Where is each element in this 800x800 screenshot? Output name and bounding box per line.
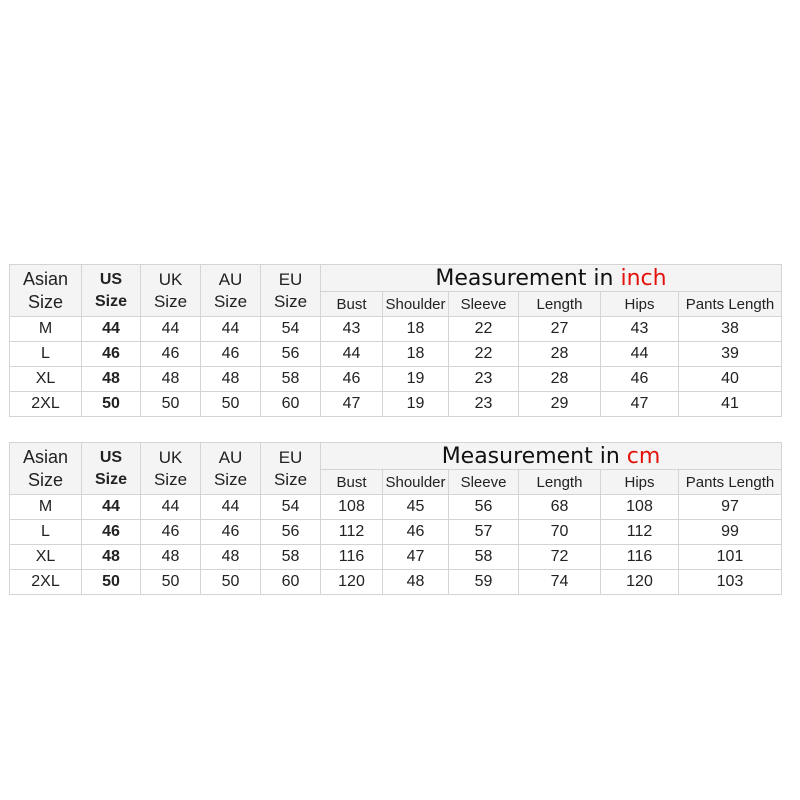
col-length: Length — [519, 292, 601, 317]
uk-size-cell: 48 — [141, 545, 201, 570]
header-eu-size: EU Size — [261, 443, 321, 495]
asian-size-cell: XL — [10, 367, 82, 392]
pants-length-cell: 39 — [679, 342, 782, 367]
eu-size-cell: 56 — [261, 520, 321, 545]
header-asian-size: Asian Size — [10, 443, 82, 495]
au-size-cell: 50 — [201, 392, 261, 417]
bust-cell: 112 — [321, 520, 383, 545]
col-bust: Bust — [321, 470, 383, 495]
sleeve-cell: 23 — [449, 367, 519, 392]
pants-length-cell: 103 — [679, 570, 782, 595]
shoulder-cell: 46 — [383, 520, 449, 545]
length-cell: 68 — [519, 495, 601, 520]
hips-cell: 116 — [601, 545, 679, 570]
col-length: Length — [519, 470, 601, 495]
header-au-size: AU Size — [201, 265, 261, 317]
length-cell: 29 — [519, 392, 601, 417]
col-sleeve: Sleeve — [449, 470, 519, 495]
pants-length-cell: 101 — [679, 545, 782, 570]
shoulder-cell: 47 — [383, 545, 449, 570]
col-pants-length: Pants Length — [679, 292, 782, 317]
shoulder-cell: 18 — [383, 342, 449, 367]
us-size-cell: 44 — [82, 317, 141, 342]
col-hips: Hips — [601, 470, 679, 495]
sleeve-cell: 56 — [449, 495, 519, 520]
shoulder-cell: 19 — [383, 392, 449, 417]
us-size-cell: 48 — [82, 545, 141, 570]
table-row — [10, 545, 782, 570]
asian-size-cell: 2XL — [10, 392, 82, 417]
eu-size-cell: 60 — [261, 392, 321, 417]
header-us-size: US Size — [82, 443, 141, 495]
header-au-size: AU Size — [201, 443, 261, 495]
bust-cell: 43 — [321, 317, 383, 342]
uk-size-cell: 44 — [141, 317, 201, 342]
pants-length-cell: 99 — [679, 520, 782, 545]
au-size-cell: 46 — [201, 342, 261, 367]
hips-cell: 120 — [601, 570, 679, 595]
hips-cell: 47 — [601, 392, 679, 417]
sleeve-cell: 22 — [449, 342, 519, 367]
unit-label: inch — [620, 265, 667, 291]
length-cell: 72 — [519, 545, 601, 570]
asian-size-cell: L — [10, 342, 82, 367]
asian-size-cell: M — [10, 317, 82, 342]
header-us-size: US Size — [82, 265, 141, 317]
bust-cell: 120 — [321, 570, 383, 595]
uk-size-cell: 46 — [141, 342, 201, 367]
measurement-title: Measurement in inch — [321, 265, 782, 292]
pants-length-cell: 97 — [679, 495, 782, 520]
sleeve-cell: 22 — [449, 317, 519, 342]
au-size-cell: 48 — [201, 367, 261, 392]
table-row — [10, 520, 782, 545]
hips-cell: 44 — [601, 342, 679, 367]
au-size-cell: 50 — [201, 570, 261, 595]
eu-size-cell: 58 — [261, 367, 321, 392]
eu-size-cell: 60 — [261, 570, 321, 595]
header-eu-size: EU Size — [261, 265, 321, 317]
shoulder-cell: 19 — [383, 367, 449, 392]
length-cell: 28 — [519, 342, 601, 367]
header-asian-size: Asian Size — [10, 265, 82, 317]
sleeve-cell: 23 — [449, 392, 519, 417]
uk-size-cell: 48 — [141, 367, 201, 392]
header-uk-size: UK Size — [141, 265, 201, 317]
bust-cell: 46 — [321, 367, 383, 392]
eu-size-cell: 58 — [261, 545, 321, 570]
au-size-cell: 44 — [201, 317, 261, 342]
us-size-cell: 46 — [82, 342, 141, 367]
us-size-cell: 44 — [82, 495, 141, 520]
col-bust: Bust — [321, 292, 383, 317]
size-chart-cm — [9, 442, 782, 595]
us-size-cell: 48 — [82, 367, 141, 392]
table-row — [10, 317, 782, 342]
col-pants-length: Pants Length — [679, 470, 782, 495]
sleeve-cell: 59 — [449, 570, 519, 595]
length-cell: 70 — [519, 520, 601, 545]
bust-cell: 44 — [321, 342, 383, 367]
col-hips: Hips — [601, 292, 679, 317]
pants-length-cell: 41 — [679, 392, 782, 417]
length-cell: 28 — [519, 367, 601, 392]
bust-cell: 108 — [321, 495, 383, 520]
bust-cell: 47 — [321, 392, 383, 417]
uk-size-cell: 50 — [141, 392, 201, 417]
au-size-cell: 44 — [201, 495, 261, 520]
au-size-cell: 48 — [201, 545, 261, 570]
hips-cell: 112 — [601, 520, 679, 545]
asian-size-cell: 2XL — [10, 570, 82, 595]
length-cell: 74 — [519, 570, 601, 595]
pants-length-cell: 38 — [679, 317, 782, 342]
us-size-cell: 50 — [82, 392, 141, 417]
hips-cell: 46 — [601, 367, 679, 392]
us-size-cell: 46 — [82, 520, 141, 545]
shoulder-cell: 18 — [383, 317, 449, 342]
uk-size-cell: 50 — [141, 570, 201, 595]
size-chart-inch — [9, 264, 782, 417]
sleeve-cell: 57 — [449, 520, 519, 545]
measurement-title: Measurement in cm — [321, 443, 782, 470]
col-shoulder: Shoulder — [383, 470, 449, 495]
eu-size-cell: 54 — [261, 317, 321, 342]
shoulder-cell: 48 — [383, 570, 449, 595]
col-sleeve: Sleeve — [449, 292, 519, 317]
uk-size-cell: 46 — [141, 520, 201, 545]
eu-size-cell: 54 — [261, 495, 321, 520]
asian-size-cell: M — [10, 495, 82, 520]
length-cell: 27 — [519, 317, 601, 342]
shoulder-cell: 45 — [383, 495, 449, 520]
hips-cell: 108 — [601, 495, 679, 520]
eu-size-cell: 56 — [261, 342, 321, 367]
table-row — [10, 495, 782, 520]
table-row — [10, 392, 782, 417]
table-row — [10, 367, 782, 392]
unit-label: cm — [626, 443, 661, 469]
asian-size-cell: XL — [10, 545, 82, 570]
table-row — [10, 570, 782, 595]
sleeve-cell: 58 — [449, 545, 519, 570]
pants-length-cell: 40 — [679, 367, 782, 392]
au-size-cell: 46 — [201, 520, 261, 545]
bust-cell: 116 — [321, 545, 383, 570]
asian-size-cell: L — [10, 520, 82, 545]
table-row — [10, 342, 782, 367]
header-uk-size: UK Size — [141, 443, 201, 495]
col-shoulder: Shoulder — [383, 292, 449, 317]
us-size-cell: 50 — [82, 570, 141, 595]
uk-size-cell: 44 — [141, 495, 201, 520]
hips-cell: 43 — [601, 317, 679, 342]
